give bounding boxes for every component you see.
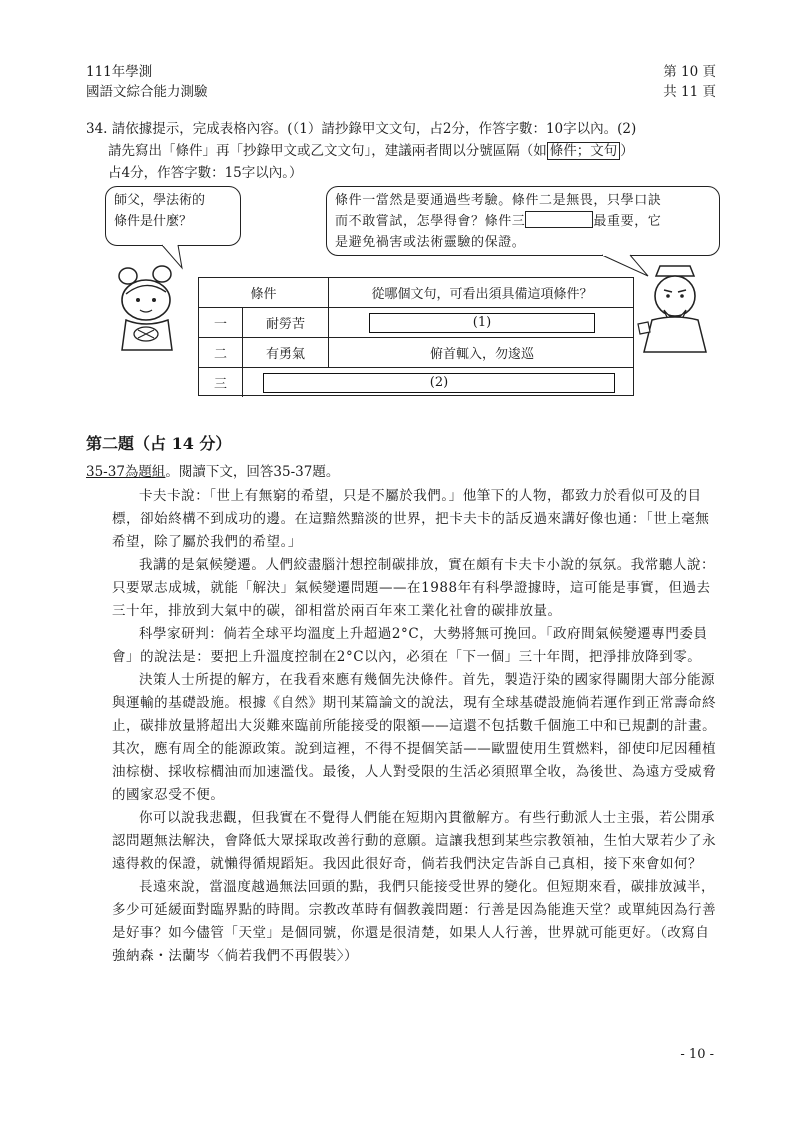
student-question-line2: 條件是什麼？: [114, 214, 193, 229]
row-number: 一: [199, 308, 243, 337]
exam-subject: 國語文綜合能力測驗: [86, 84, 208, 100]
row-number: 三: [199, 368, 243, 397]
table-header-row: [199, 278, 633, 308]
section-title: 第二題（占 14 分）: [86, 434, 232, 453]
format-example-box: 條件；文句: [547, 142, 621, 160]
table-row: [199, 308, 633, 338]
page-number: - 10 -: [680, 1047, 714, 1062]
answer-box-1: (1): [369, 313, 595, 333]
table-row: [199, 338, 633, 368]
exam-header-left: [86, 62, 208, 102]
answer-box-2: (2): [263, 373, 615, 393]
condition-three-blank: [525, 211, 593, 228]
question-34-line1: 34. 請依據提示，完成表格內容。(（1）請抄錄甲文文句，占2分，作答字數：10字以內。(2): [86, 121, 637, 137]
master-illustration: [634, 262, 716, 354]
question-group-instruction: 。閱讀下文，回答35-37題。: [165, 464, 340, 480]
row-quote: 俯首輒入，勿逡巡: [429, 347, 534, 362]
passage-paragraph: 我講的是氣候變遷。人們絞盡腦汁想控制碳排放，實在頗有卡夫卡小說的氛氛。我常聽人說：只要眾志成城，就能「解決」氣候變遷問題——在1988年有科學證據時，這可能是事實，但過去三十年，排放到大氣中的碳，卻相當於兩百年來工業化社會的碳排放量。: [112, 557, 716, 619]
student-speech-bubble: [105, 186, 241, 246]
reading-passage: [112, 485, 718, 968]
exam-header-right: [663, 62, 716, 102]
row-number: 二: [199, 338, 243, 367]
passage-paragraph: 長遠來說，當溫度越過無法回頭的點，我們只能接受世界的變化。但短期來看，碳排放減半，多少可延緩面對臨界點的時間。宗教改革時有個教義問題：行善是因為能進天堂？或單純因為行善是好事？如今儘管「天堂」是個同號，你還是很清楚，如果人人行善，世界就可能更好。（改寫自強納森・法蘭岑〈倘若我們不再假裝〉）: [112, 879, 717, 964]
total-pages: 共 11 頁: [663, 84, 716, 100]
student-illustration: [106, 264, 192, 354]
master-answer-line1: 條件一當然是要通過些考驗。條件二是無畏，只學口訣: [335, 193, 662, 208]
question-34-line2-start: 請先寫出「條件」再「抄錄甲文或乙文文句」，建議兩者間以分號區隔（如: [108, 143, 547, 159]
passage-paragraph: 決策人士所提的解方，在我看來應有幾個先決條件。首先，製造汙染的國家得關閉大部分能源與運輸的基礎設施。根據《自然》期刊某篇論文的說法，現有全球基礎設施倘若運作到正常壽命終止，碳排放量將超出大災難來臨前所能接受的限額——這還不包括數千個施工中和已規劃的計畫。其次，應有周全的能源政策。說到這裡，不得不提個笑話——歐盟使用生質燃料，卻使印尼因種植油棕樹、採收棕櫚油而加速濫伐。最後，人人對受限的生活必須照單全收，為後世、為遠方受威脅的國家忍受不便。: [112, 672, 717, 803]
page-indicator: 第 10 頁: [663, 64, 716, 80]
table-header-condition: 條件: [199, 278, 329, 307]
passage-paragraph: 卡夫卡說：「世上有無窮的希望，只是不屬於我們。」他筆下的人物，都致力於看似可及的目標，卻始終構不到成功的邊。在這黯然黯淡的世界，把卡夫卡的話反過來講好像也通：「世上毫無希望，除了屬於我們的希望。」: [112, 488, 710, 550]
question-34-line2-end: ）: [620, 143, 634, 159]
exam-year: 111年學測: [86, 64, 153, 80]
student-question-line1: 師父，學法術的: [114, 193, 206, 208]
row-condition: 有勇氣: [243, 338, 329, 367]
question-group-intro: [86, 460, 339, 480]
question-group-label: 35-37為題組: [86, 464, 166, 480]
row-condition: 耐勞苦: [243, 308, 329, 337]
master-speech-bubble: [326, 186, 720, 256]
conditions-table: [198, 277, 634, 396]
passage-paragraph: 你可以說我悲觀，但我實在不覺得人們能在短期內貫徹解方。有些行動派人士主張，若公開承認問題無法解決，會降低大眾採取改善行動的意願。這讓我想到某些宗教領袖，生怕大眾若少了永遠得救的保證，就懶得循規蹈矩。我因此很好奇，倘若我們決定告訴自己真相，接下來會如何？: [112, 810, 717, 872]
question-34-line2: [86, 140, 726, 162]
table-header-quote: 從哪個文句，可看出須具備這項條件？: [371, 287, 593, 302]
table-row: [199, 368, 633, 397]
question-34-line3: 占4分，作答字數：15字以內。）: [108, 165, 303, 181]
master-answer-line2: 而不敢嘗試，怎學得會？條件三 最重要，它: [335, 211, 711, 232]
master-answer-line3: 是避免禍害或法術靈驗的保證。: [335, 235, 526, 250]
passage-paragraph: 科學家研判：倘若全球平均溫度上升超過2°C，大勢將無可挽回。「政府間氣候變遷專門委員會」的說法是：要把上升溫度控制在2°C以內，必須在「下一個」三十年間，把淨排放降到零。: [112, 626, 708, 665]
question-34-prompt: [86, 118, 726, 184]
